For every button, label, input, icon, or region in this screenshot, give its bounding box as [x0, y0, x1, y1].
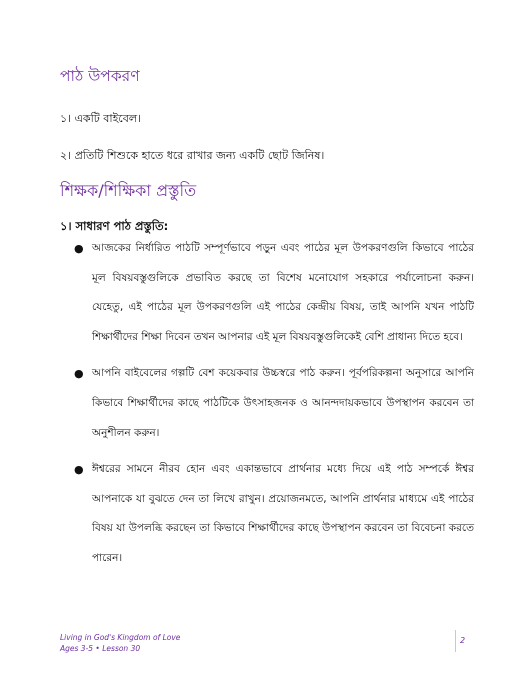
preparation-list [74, 234, 474, 574]
general-preparation-heading: ১। সাধারণ পাঠ প্রস্তুতি: [60, 219, 169, 233]
preparation-text-2: আপনি বাইবেলের গল্পটি বেশ কয়েকবার উচ্চস্বরে পাঠ করুন। পূর্বপরিকল্পনা অনুসারে আপনি কিভাবে শিক্ষার্থীদের কাছে পাঠটিকে উৎসাহজনক ও আনন্দদায়কভাবে উপস্থাপন করবেন তা অনুশীলন করুন। [92, 367, 474, 439]
footer-lesson-info [60, 632, 180, 654]
bullet-icon: ● [74, 242, 84, 255]
preparation-text-1: আজকের নির্ধারিত পাঠটি সম্পূর্ণভাবে পড়ুন এবং পাঠের মূল উপকরণগুলি কিভাবে পাঠের মূল বিষয়বস্তুগুলিকে প্রভাবিত করছে তা বিশেষ মনোযোগ সহকারে পর্যালোচনা করুন। যেহেতু, এই পাঠের মূল উপকরণগুলি এই পাঠের কেন্দ্রীয় বিষয়, তাই আপনি যখন পাঠটি শিক্ষার্থীদের শিক্ষা দিবেন তখন আপনার এই মূল বিষয়বস্তুগুলিকেই বেশি প্রাধান্য দিতে হবে। [92, 242, 474, 343]
material-item-2: ২। প্রতিটি শিশুকে হাতে ধরে রাখার জন্য একটি ছোট জিনিষ। [60, 149, 325, 162]
preparation-text-3: ঈশ্বরের সামনে নীরব হোন এবং একান্তভাবে প্রার্থনার মধ্যে দিয়ে এই পাঠ সম্পর্কে ঈশ্বর আপনাকে যা বুঝতে দেন তা লিখে রাখুন। প্রয়োজনমতে, আপনি প্রার্থনার মাধ্যমে এই পাঠের বিষয় যা উপলব্ধি করছেন তা কিভাবে শিক্ষার্থীদের কাছে উপস্থাপন করবেন তা বিবেচনা করতে পারেন। [92, 463, 474, 564]
materials-heading: পাঠ উপকরণ [60, 67, 140, 85]
preparation-item-1 [74, 234, 474, 352]
preparation-item-3 [74, 455, 474, 573]
teacher-preparation-heading: শিক্ষক/শিক্ষিকা প্রস্তুতি [60, 181, 197, 200]
bullet-icon: ● [74, 367, 84, 381]
footer-divider [455, 630, 456, 652]
bullet-icon: ● [74, 463, 84, 477]
page-number: 2 [460, 636, 466, 645]
footer-lesson-meta: Ages 3-5 • Lesson 30 [60, 644, 141, 653]
material-item-1: ১। একটি বাইবেল। [60, 112, 141, 125]
preparation-item-2 [74, 359, 474, 448]
footer-course-title: Living in God's Kingdom of Love [60, 633, 181, 642]
